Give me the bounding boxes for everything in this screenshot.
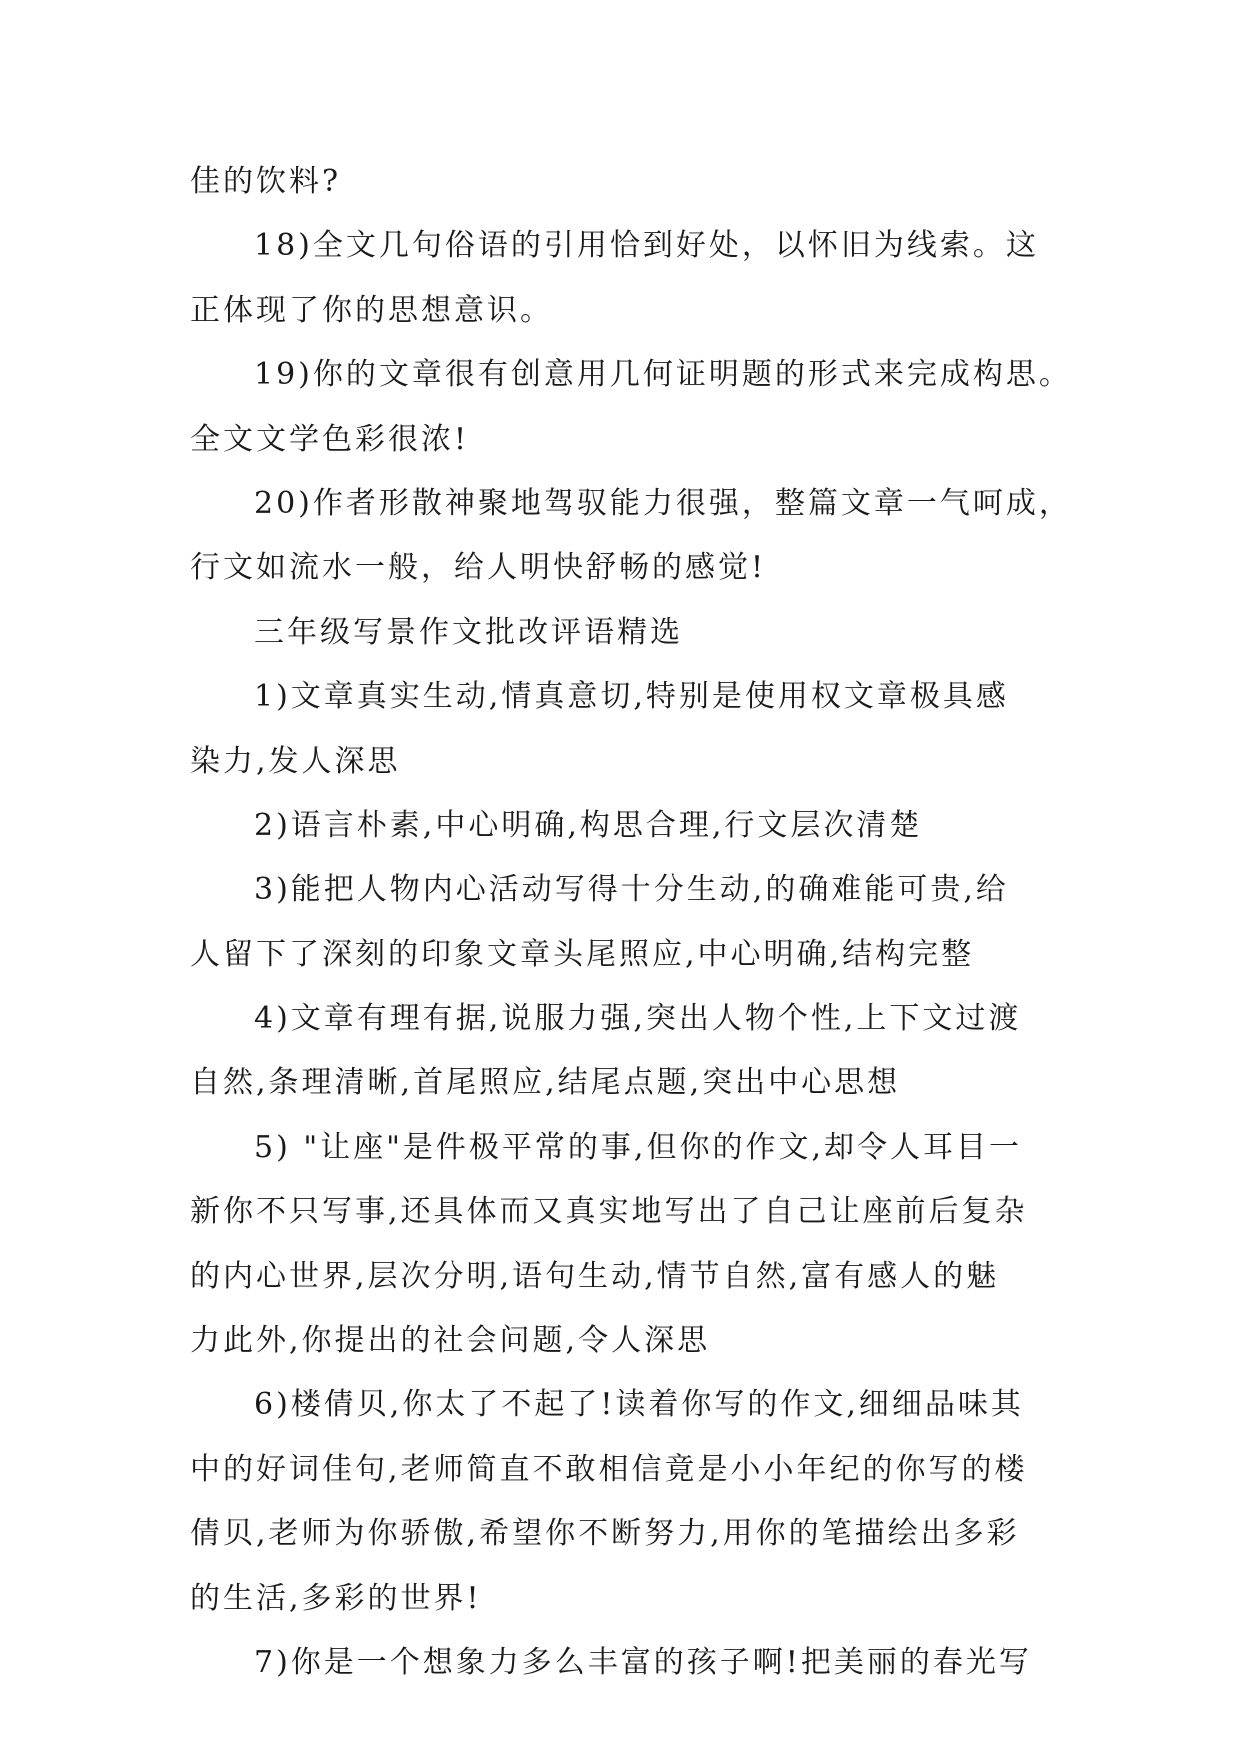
text-line: 7)你是一个想象力多么丰富的孩子啊!把美丽的春光写 [254,1644,1032,1680]
text-line: 佳的饮料? [190,164,342,199]
text-line: 20)作者形散神聚地驾驭能力很强，整篇文章一气呵成， [254,485,1072,521]
text-line: 3)能把人物内心活动写得十分生动,的确难能可贵,给 [254,872,1009,908]
text-line: 18)全文几句俗语的引用恰到好处，以怀旧为线索。这 [254,228,1039,264]
text-line: 中的好词佳句,老师简直不敢相信竟是小小年纪的你写的楼 [190,1451,1028,1487]
text-line: 的内心世界,层次分明,语句生动,情节自然,富有感人的魅 [190,1258,1000,1294]
text-line: 1)文章真实生动,情真意切,特别是使用权文章极具感 [254,679,1009,715]
text-line: 人留下了深刻的印象文章头尾照应,中心明确,结构完整 [190,936,975,972]
text-line: 2)语言朴素,中心明确,构思合理,行文层次清楚 [254,807,923,843]
text-line: 行文如流水一般，给人明快舒畅的感觉! [190,550,767,586]
text-line: 4)文章有理有据,说服力强,突出人物个性,上下文过渡 [254,1001,1022,1037]
text-line: 自然,条理清晰,首尾照应,结尾点题,突出中心思想 [190,1065,901,1101]
text-line: 全文文学色彩很浓! [190,421,470,457]
text-line: 正体现了你的思想意识。 [190,292,553,328]
document-body [190,150,1070,1695]
text-line: 6)楼倩贝,你太了不起了!读着你写的作文,细细品味其 [254,1387,1024,1423]
text-line: 19)你的文章很有创意用几何证明题的形式来完成构思。 [254,357,1072,393]
text-line: 5) "让座"是件极平常的事,但你的作文,却令人耳目一 [254,1129,1022,1165]
text-line: 的生活,多彩的世界! [190,1580,482,1616]
section-heading: 三年级写景作文批改评语精选 [254,614,683,650]
text-line: 力此外,你提出的社会问题,令人深思 [190,1323,711,1359]
text-line: 新你不只写事,还具体而又真实地写出了自己让座前后复杂 [190,1194,1028,1230]
text-line: 倩贝,老师为你骄傲,希望你不断努力,用你的笔描绘出多彩 [190,1516,1020,1552]
text-line: 染力,发人深思 [190,743,401,779]
